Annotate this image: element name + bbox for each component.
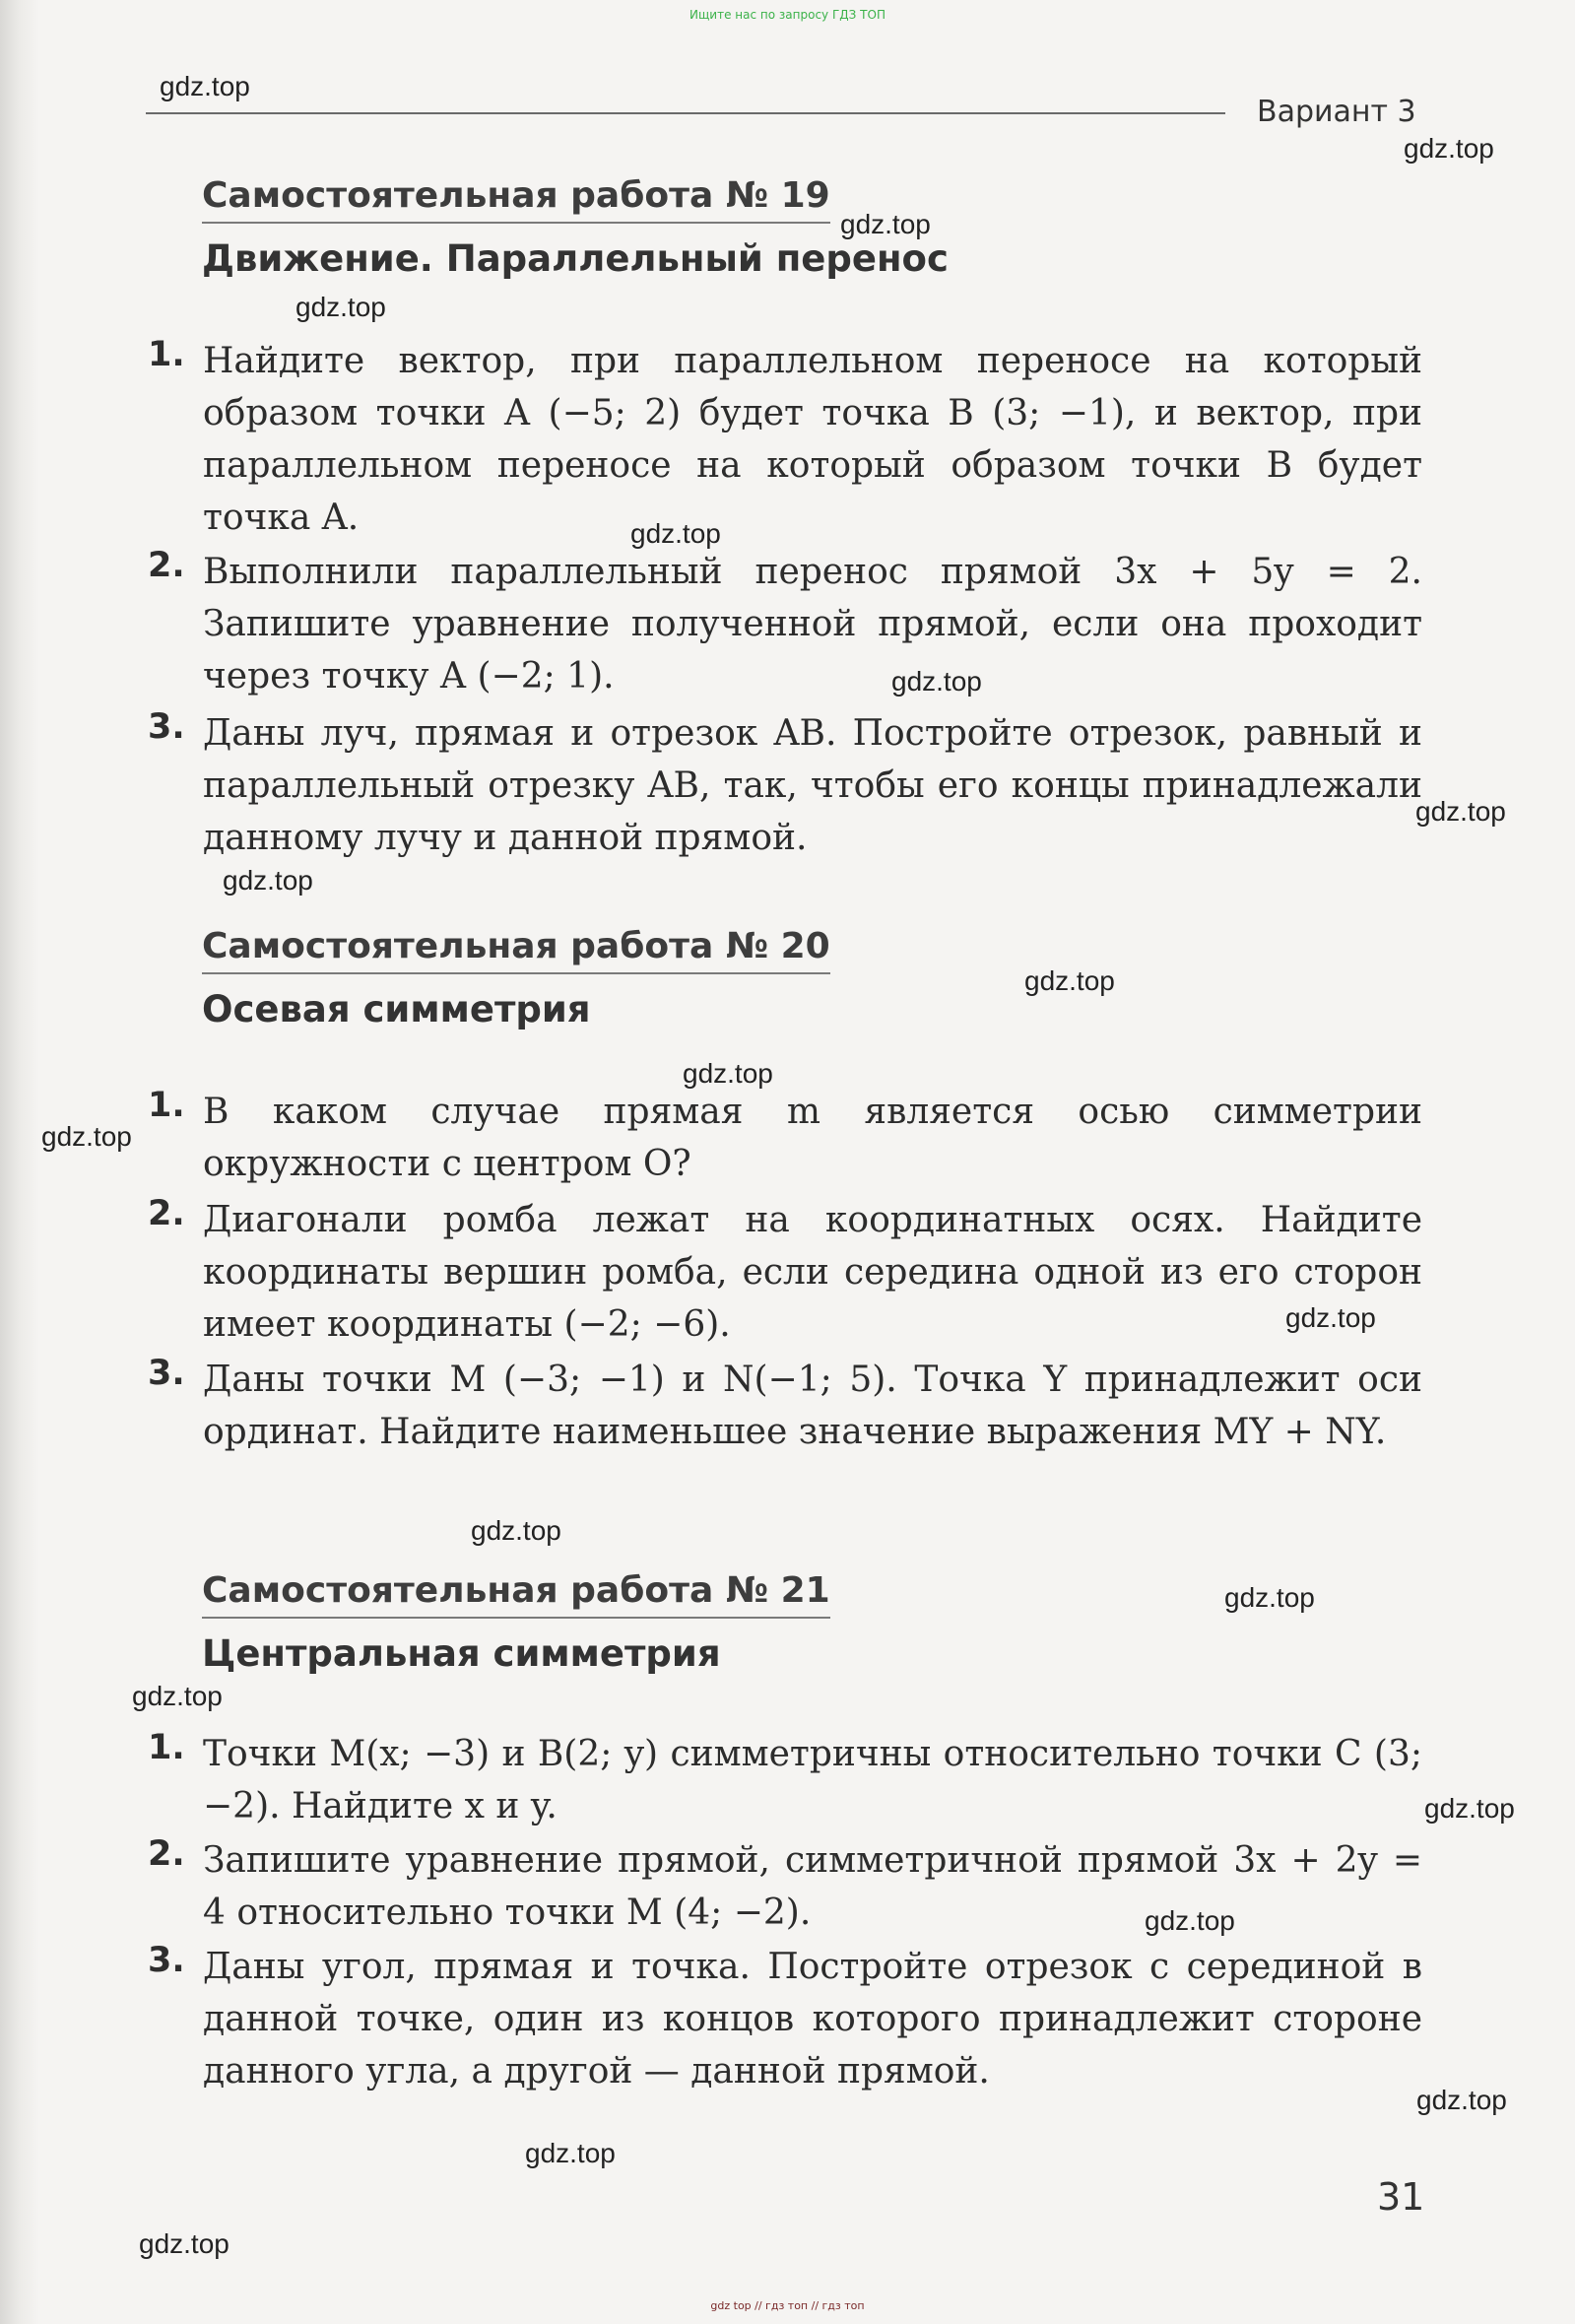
- watermark: gdz.top: [471, 1515, 561, 1546]
- watermark: gdz.top: [525, 2138, 616, 2168]
- watermark: gdz.top: [295, 292, 386, 322]
- problem-number: 1.: [148, 1728, 185, 1767]
- problem-number: 3.: [148, 707, 185, 747]
- watermark: gdz.top: [683, 1058, 773, 1089]
- section-subtitle: Центральная симметрия: [202, 1632, 721, 1675]
- watermark: gdz.top: [630, 518, 721, 549]
- section-subtitle: Движение. Параллельный перенос: [202, 237, 949, 280]
- watermark: gdz.top: [891, 666, 982, 697]
- watermark: gdz.top: [1285, 1302, 1376, 1333]
- bottom-link[interactable]: gdz top // гдз топ // гдз топ: [710, 2299, 865, 2312]
- problem-text: Выполнили параллельный перенос прямой 3x + 5y = 2. Запишите уравнение полученной прямой, если она проходит через точку A (−2; 1).: [203, 552, 1422, 697]
- header-rule: [146, 112, 1225, 114]
- problem-text: Найдите вектор, при параллельном переносе на который образом точки A (−5; 2) будет точка B (3; −1), и вектор, при параллельном переносе на который образом точки B будет точка A.: [203, 341, 1422, 538]
- watermark: gdz.top: [223, 865, 313, 896]
- problem-number: 3.: [148, 1354, 185, 1393]
- problem-text: В каком случае прямая m является осью симметрии окружности с центром O?: [203, 1092, 1422, 1184]
- section-title: Самостоятельная работа № 19: [202, 175, 830, 224]
- problem-number: 2.: [148, 1834, 185, 1874]
- watermark: gdz.top: [132, 1681, 223, 1711]
- section-21-heading: [202, 1570, 830, 1675]
- section-subtitle: Осевая симметрия: [202, 988, 591, 1030]
- section-20-heading: [202, 926, 830, 1030]
- section-19-heading: [202, 175, 949, 280]
- watermark: gdz.top: [1415, 796, 1506, 827]
- watermark: gdz.top: [1424, 1793, 1515, 1824]
- top-link[interactable]: Ищите нас по запросу ГДЗ ТОП: [689, 8, 886, 22]
- problem-text: Даны точки M (−3; −1) и N(−1; 5). Точка Y принадлежит оси ординат. Найдите наименьшее значение выражения MY + NY.: [203, 1360, 1422, 1452]
- watermark: gdz.top: [1024, 965, 1115, 996]
- watermark: gdz.top: [139, 2228, 230, 2259]
- variant-label: Вариант 3: [1257, 95, 1416, 129]
- watermark: gdz.top: [1145, 1905, 1235, 1936]
- problem-text: Диагонали ромба лежат на координатных осях. Найдите координаты вершин ромба, если середина одной из его сторон имеет координаты (−2; −6).: [203, 1200, 1422, 1345]
- watermark: gdz.top: [1224, 1582, 1315, 1613]
- page-edge-shadow: [0, 0, 39, 2324]
- problem-number: 2.: [148, 1194, 185, 1233]
- problem-number: 1.: [148, 1086, 185, 1125]
- section-title: Самостоятельная работа № 21: [202, 1570, 830, 1619]
- problem-number: 1.: [148, 335, 185, 374]
- problem-text: Точки M(x; −3) и B(2; y) симметричны относительно точки C (3; −2). Найдите x и y.: [203, 1734, 1422, 1826]
- watermark: gdz.top: [41, 1121, 132, 1152]
- watermark: gdz.top: [160, 71, 250, 101]
- problem-text: Запишите уравнение прямой, симметричной прямой 3x + 2y = 4 относительно точки M (4; −2).: [203, 1840, 1422, 1933]
- section-title: Самостоятельная работа № 20: [202, 926, 830, 974]
- problem-number: 2.: [148, 546, 185, 585]
- problem-text: Даны луч, прямая и отрезок AB. Постройте отрезок, равный и параллельный отрезку AB, так, чтобы его концы принадлежали данному лучу и данной прямой.: [203, 713, 1422, 858]
- watermark: gdz.top: [1416, 2085, 1507, 2115]
- watermark: gdz.top: [1404, 133, 1494, 164]
- problem-text: Даны угол, прямая и точка. Постройте отрезок с серединой в данной точке, один из концов которого принадлежит стороне данного угла, а другой — данной прямой.: [203, 1947, 1422, 2092]
- page-number: 31: [1377, 2175, 1425, 2219]
- problem-number: 3.: [148, 1941, 185, 1980]
- watermark: gdz.top: [840, 209, 931, 239]
